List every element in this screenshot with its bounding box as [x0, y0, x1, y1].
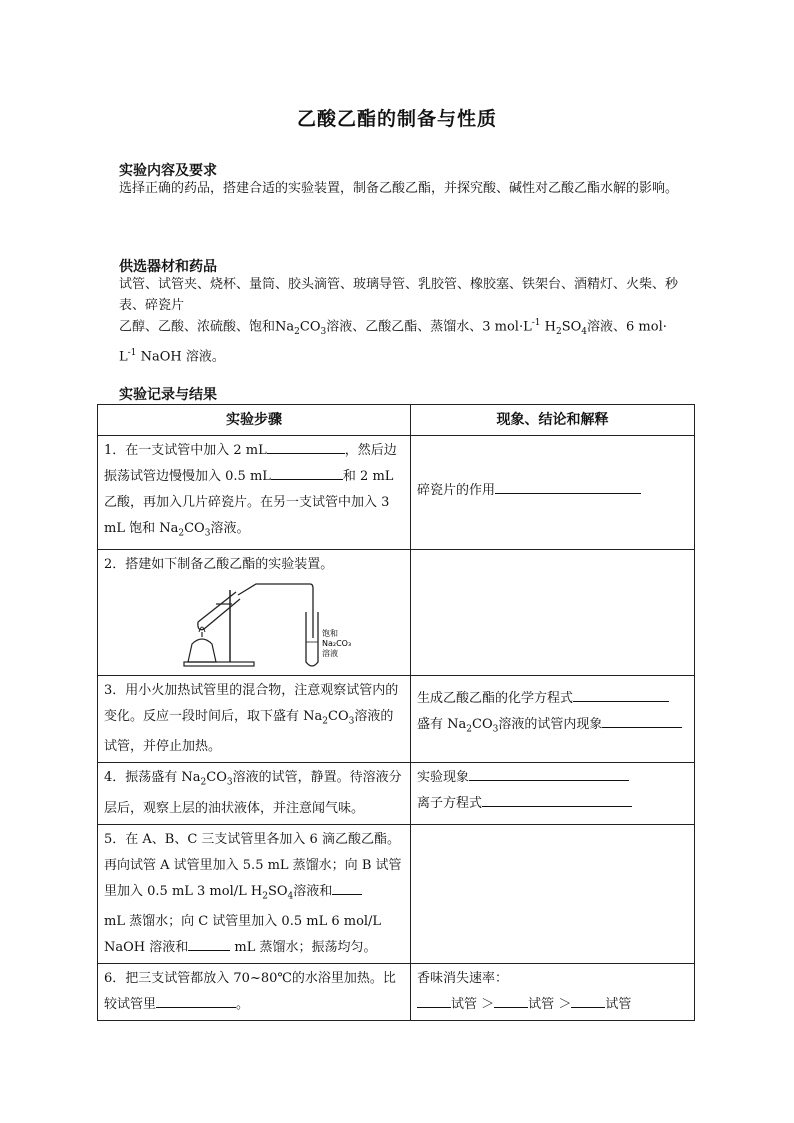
step-5-cell: 5．在 A、B、C 三支试管里各加入 6 滴乙酸乙酯。再向试管 A 试管里加入 5.5 mL 蒸馏水；向 B 试管里加入 0.5 mL 3 mol/L $H_2SO_4$溶液和 mL 蒸馏水；向 C 试管里加入 0.5 mL 6 mol/L NaOH 溶液和 mL 蒸馏水；振荡均匀。 [98, 824, 411, 964]
answer-blank[interactable] [332, 880, 362, 895]
answer-blank[interactable] [267, 439, 345, 454]
header-steps: 实验步骤 [98, 405, 411, 436]
answer-blank[interactable] [469, 766, 629, 781]
answer-blank[interactable] [482, 792, 632, 807]
result-6-cell: 香味消失速率： 试管 ＞ 试管 ＞ 试管 [411, 964, 695, 1021]
answer-blank[interactable] [573, 687, 669, 702]
answer-blank[interactable] [417, 993, 451, 1008]
result-4-cell: 实验现象 离子方程式 [411, 763, 695, 825]
table-row [98, 436, 695, 550]
table-row [98, 763, 695, 825]
requirements-text: 选择正确的药品，搭建合适的实验装置，制备乙酸乙酯，并探究酸、碱性对乙酸乙酯水解的影响。 [119, 181, 679, 196]
section-heading-records: 实验记录与结果 [119, 387, 217, 403]
apparatus-label: Na₂CO₃ [322, 638, 352, 648]
step-3-cell: 3．用小火加热试管里的混合物，注意观察试管内的变化。反应一段时间后，取下盛有 $Na_2CO_3$溶液的试管，并停止加热。 [98, 675, 411, 763]
reagents-text: 乙醇、乙酸、浓硫酸、饱和$Na_2CO_3$溶液、乙酸乙酯、蒸馏水、3 $mol\cdot L^{-1}$ $H_2SO_4$溶液、6 mol· $L^{-1}$ NaOH 溶液。 [119, 318, 667, 365]
answer-blank[interactable] [494, 993, 528, 1008]
table-row [98, 675, 695, 763]
equipment-text: 试管、试管夹、烧杯、量筒、胶头滴管、玻璃导管、乳胶管、橡胶塞、铁架台、酒精灯、火柴、秒表、碎瓷片 [119, 277, 679, 313]
answer-blank[interactable] [495, 479, 641, 494]
table-row [98, 549, 695, 675]
page-title: 乙酸乙酯的制备与性质 [296, 108, 497, 130]
step-1-cell: 1．在一支试管中加入 2 mL ，然后边振荡试管边慢慢加入 0.5 mL 和 2 mL 乙酸，再加入几片碎瓷片。在另一支试管中加入 3 mL 饱和 $Na_2CO_3$溶液。 [98, 436, 411, 550]
apparatus-label: 饱和 [322, 628, 338, 638]
result-1-cell: 碎瓷片的作用 [411, 436, 695, 550]
table-row [98, 824, 695, 964]
answer-blank[interactable] [571, 993, 605, 1008]
answer-blank[interactable] [188, 936, 230, 951]
table-header-row [98, 405, 695, 436]
section-heading-requirements: 实验内容及要求 [119, 163, 217, 179]
apparatus-label: 溶液 [322, 648, 338, 658]
step-4-cell: 4．振荡盛有 $Na_2CO_3$溶液的试管，静置。待溶液分层后，观察上层的油状液体，并注意闻气味。 [98, 763, 411, 825]
answer-blank[interactable] [271, 465, 343, 480]
answer-blank[interactable] [156, 993, 236, 1008]
answer-blank[interactable] [602, 713, 682, 728]
apparatus-diagram [170, 582, 352, 670]
result-5-cell [411, 824, 695, 964]
table-row [98, 964, 695, 1021]
step-2-cell: 2．搭建如下制备乙酸乙酯的实验装置。 饱和 Na₂CO₃ 溶液 [98, 549, 411, 675]
result-3-cell: 生成乙酸乙酯的化学方程式 盛有 $Na_2CO_3$溶液的试管内现象 [411, 675, 695, 763]
record-table [97, 404, 695, 1021]
step-6-cell: 6．把三支试管都放入 70~80℃的水浴里加热。比较试管里 。 [98, 964, 411, 1021]
section-heading-materials: 供选器材和药品 [119, 259, 217, 275]
result-2-cell [411, 549, 695, 675]
header-observations: 现象、结论和解释 [411, 405, 695, 436]
